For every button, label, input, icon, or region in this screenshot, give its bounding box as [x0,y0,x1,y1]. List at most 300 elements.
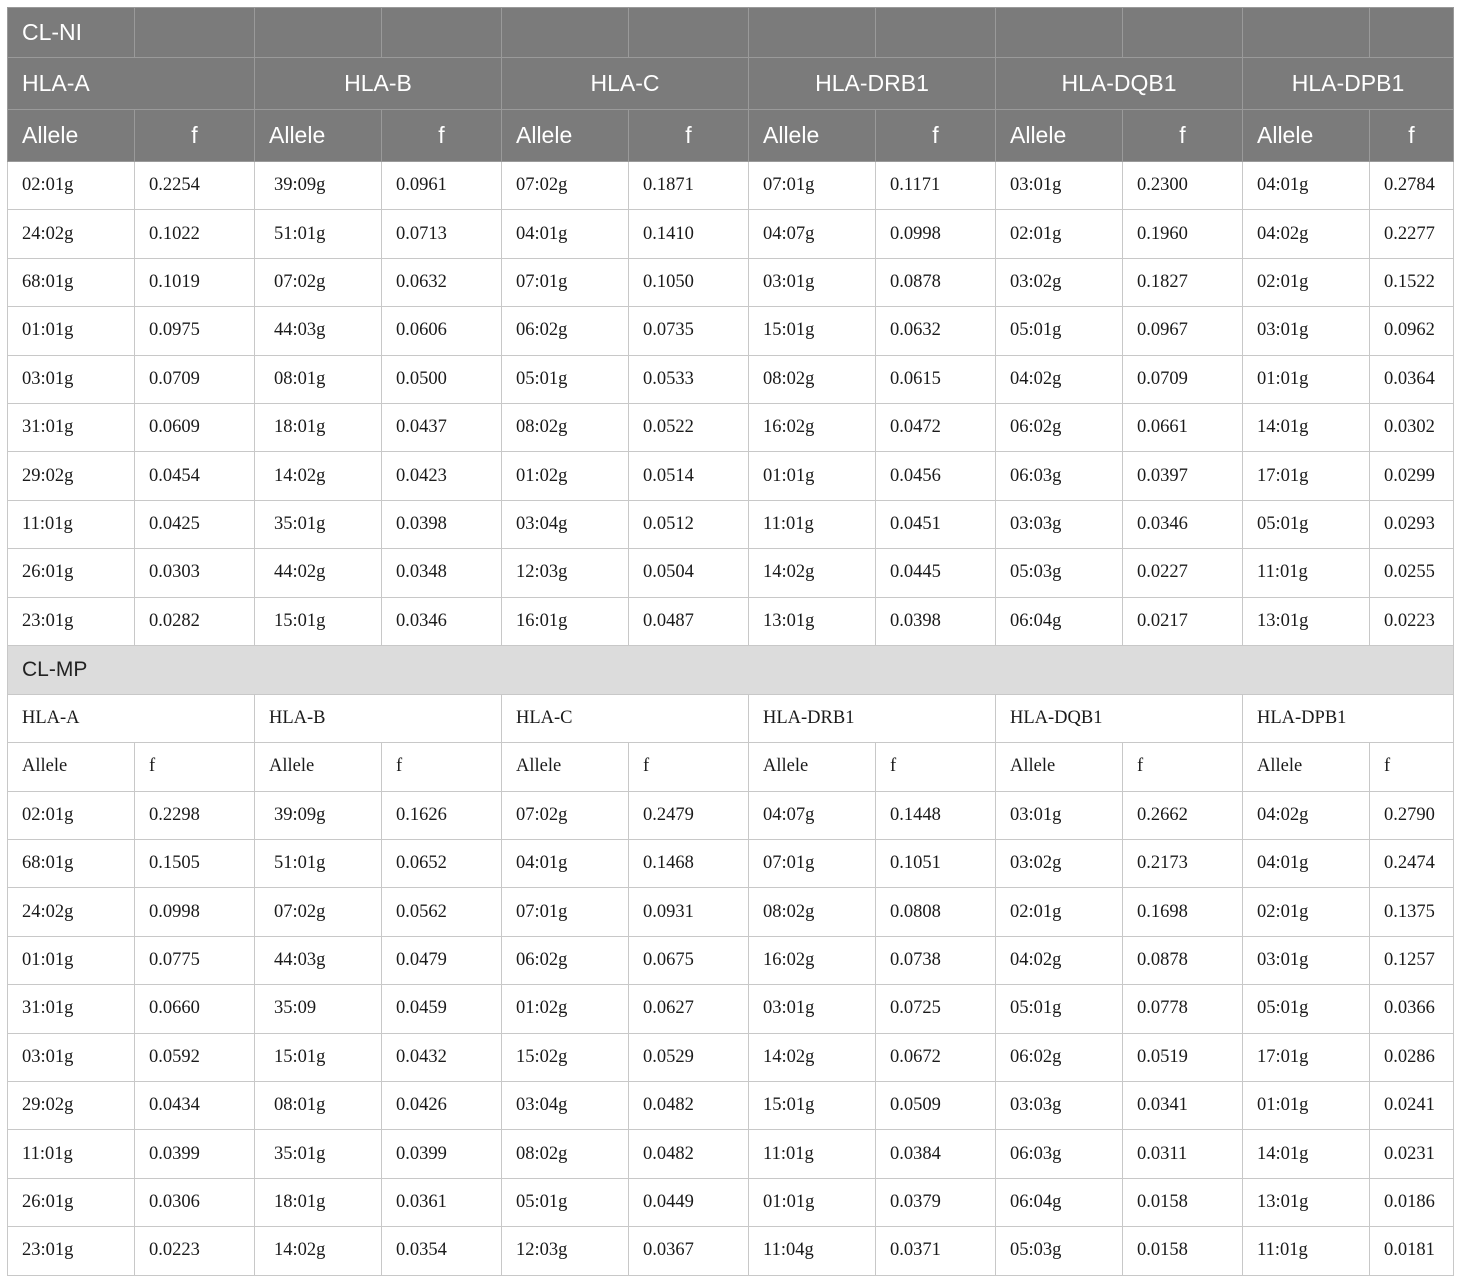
locus-header: HLA-A [8,58,255,110]
section-title: CL-MP [8,645,1454,694]
frequency-cell: 0.2173 [1123,840,1243,888]
header-cell [135,8,255,58]
table-row [8,403,1454,451]
allele-cell: 16:01g [502,597,629,645]
locus-header: HLA-DRB1 [749,58,996,110]
frequency-header: f [629,110,749,162]
allele-cell: 14:02g [255,1227,382,1275]
allele-cell: 51:01g [255,210,382,258]
frequency-cell: 0.0778 [1123,985,1243,1033]
allele-header: Allele [996,110,1123,162]
frequency-cell: 0.0302 [1370,403,1454,451]
allele-cell: 23:01g [8,1227,135,1275]
frequency-cell: 0.0459 [382,985,502,1033]
frequency-cell: 0.1050 [629,258,749,306]
allele-cell: 44:02g [255,549,382,597]
frequency-header: f [876,110,996,162]
frequency-cell: 0.0808 [876,888,996,936]
frequency-cell: 0.2662 [1123,791,1243,839]
frequency-cell: 0.0661 [1123,403,1243,451]
frequency-cell: 0.2300 [1123,162,1243,210]
allele-cell: 11:01g [749,1130,876,1178]
column-header-row [8,743,1454,791]
frequency-cell: 0.0223 [135,1227,255,1275]
allele-cell: 01:02g [502,985,629,1033]
table-row [8,549,1454,597]
allele-cell: 01:01g [1243,355,1370,403]
allele-cell: 04:07g [749,791,876,839]
frequency-cell: 0.0434 [135,1082,255,1130]
frequency-cell: 0.2784 [1370,162,1454,210]
locus-header: HLA-DRB1 [749,694,996,742]
frequency-cell: 0.0592 [135,1033,255,1081]
frequency-cell: 0.0967 [1123,307,1243,355]
frequency-cell: 0.0398 [382,500,502,548]
frequency-cell: 0.0282 [135,597,255,645]
frequency-cell: 0.0504 [629,549,749,597]
table-row [8,840,1454,888]
frequency-cell: 0.0379 [876,1178,996,1226]
frequency-cell: 0.0231 [1370,1130,1454,1178]
allele-cell: 35:01g [255,500,382,548]
frequency-cell: 0.0514 [629,452,749,500]
frequency-cell: 0.0998 [135,888,255,936]
locus-header: HLA-C [502,694,749,742]
frequency-cell: 0.0367 [629,1227,749,1275]
locus-header-row [8,58,1454,110]
allele-cell: 05:03g [996,1227,1123,1275]
allele-cell: 02:01g [1243,258,1370,306]
frequency-cell: 0.0437 [382,403,502,451]
allele-cell: 05:01g [502,355,629,403]
table-row [8,888,1454,936]
allele-cell: 06:04g [996,1178,1123,1226]
allele-cell: 02:01g [996,210,1123,258]
allele-header: Allele [502,743,629,791]
frequency-cell: 0.2790 [1370,791,1454,839]
header-cell [996,8,1123,58]
allele-cell: 06:02g [996,1033,1123,1081]
table-row [8,791,1454,839]
allele-cell: 07:01g [749,162,876,210]
allele-cell: 26:01g [8,549,135,597]
allele-cell: 13:01g [1243,1178,1370,1226]
allele-header: Allele [749,110,876,162]
frequency-cell: 0.0931 [629,888,749,936]
allele-cell: 15:01g [749,1082,876,1130]
frequency-cell: 0.0371 [876,1227,996,1275]
frequency-cell: 0.0454 [135,452,255,500]
allele-cell: 14:02g [255,452,382,500]
allele-cell: 06:02g [996,403,1123,451]
frequency-cell: 0.0878 [876,258,996,306]
frequency-cell: 0.0451 [876,500,996,548]
locus-header-row [8,694,1454,742]
allele-cell: 01:02g [502,452,629,500]
frequency-cell: 0.1698 [1123,888,1243,936]
frequency-cell: 0.0364 [1370,355,1454,403]
frequency-cell: 0.0445 [876,549,996,597]
allele-cell: 07:02g [255,888,382,936]
frequency-cell: 0.0627 [629,985,749,1033]
locus-header: HLA-C [502,58,749,110]
allele-cell: 14:02g [749,549,876,597]
table-row [8,936,1454,984]
frequency-cell: 0.0533 [629,355,749,403]
allele-cell: 01:01g [1243,1082,1370,1130]
frequency-cell: 0.1505 [135,840,255,888]
frequency-cell: 0.0519 [1123,1033,1243,1081]
frequency-cell: 0.0255 [1370,549,1454,597]
frequency-cell: 0.0652 [382,840,502,888]
allele-cell: 31:01g [8,985,135,1033]
frequency-cell: 0.0529 [629,1033,749,1081]
frequency-cell: 0.0399 [135,1130,255,1178]
allele-cell: 15:01g [255,1033,382,1081]
allele-header: Allele [1243,110,1370,162]
allele-cell: 04:02g [1243,791,1370,839]
frequency-cell: 0.0384 [876,1130,996,1178]
frequency-cell: 0.0479 [382,936,502,984]
allele-cell: 08:02g [749,888,876,936]
frequency-cell: 0.0615 [876,355,996,403]
frequency-cell: 0.0975 [135,307,255,355]
table-row [8,1178,1454,1226]
header-cell [876,8,996,58]
frequency-cell: 0.0186 [1370,1178,1454,1226]
frequency-cell: 0.2277 [1370,210,1454,258]
table-row [8,258,1454,306]
allele-cell: 03:03g [996,1082,1123,1130]
allele-cell: 68:01g [8,258,135,306]
frequency-cell: 0.0775 [135,936,255,984]
frequency-cell: 0.1468 [629,840,749,888]
section-title-row [8,8,1454,58]
allele-cell: 04:01g [502,840,629,888]
allele-cell: 11:01g [8,500,135,548]
allele-cell: 03:01g [1243,936,1370,984]
allele-cell: 04:07g [749,210,876,258]
frequency-cell: 0.0660 [135,985,255,1033]
frequency-header: f [135,110,255,162]
frequency-header: f [876,743,996,791]
allele-cell: 31:01g [8,403,135,451]
frequency-cell: 0.0672 [876,1033,996,1081]
allele-header: Allele [502,110,629,162]
header-cell [629,8,749,58]
frequency-cell: 0.1522 [1370,258,1454,306]
frequency-cell: 0.0398 [876,597,996,645]
frequency-cell: 0.0241 [1370,1082,1454,1130]
section-title: CL-NI [8,8,135,58]
frequency-cell: 0.0606 [382,307,502,355]
allele-cell: 23:01g [8,597,135,645]
frequency-cell: 0.0181 [1370,1227,1454,1275]
allele-cell: 02:01g [8,162,135,210]
allele-cell: 12:03g [502,1227,629,1275]
frequency-cell: 0.0725 [876,985,996,1033]
allele-cell: 14:01g [1243,403,1370,451]
allele-cell: 03:01g [996,791,1123,839]
allele-cell: 07:01g [502,258,629,306]
frequency-cell: 0.0738 [876,936,996,984]
frequency-cell: 0.1960 [1123,210,1243,258]
allele-cell: 04:01g [1243,840,1370,888]
allele-cell: 03:01g [8,355,135,403]
allele-cell: 26:01g [8,1178,135,1226]
allele-cell: 06:03g [996,1130,1123,1178]
frequency-cell: 0.0303 [135,549,255,597]
table-row [8,1033,1454,1081]
allele-cell: 03:01g [749,258,876,306]
frequency-cell: 0.0158 [1123,1227,1243,1275]
frequency-cell: 0.0227 [1123,549,1243,597]
frequency-header: f [1370,110,1454,162]
frequency-cell: 0.0425 [135,500,255,548]
frequency-cell: 0.1019 [135,258,255,306]
allele-header: Allele [8,110,135,162]
locus-header: HLA-DQB1 [996,694,1243,742]
frequency-cell: 0.0299 [1370,452,1454,500]
allele-cell: 15:01g [749,307,876,355]
frequency-cell: 0.0449 [629,1178,749,1226]
allele-cell: 03:03g [996,500,1123,548]
table-row [8,1130,1454,1178]
frequency-cell: 0.0397 [1123,452,1243,500]
frequency-cell: 0.2254 [135,162,255,210]
frequency-cell: 0.1827 [1123,258,1243,306]
frequency-cell: 0.0522 [629,403,749,451]
header-cell [749,8,876,58]
frequency-cell: 0.0306 [135,1178,255,1226]
frequency-cell: 0.2479 [629,791,749,839]
table-row [8,500,1454,548]
allele-cell: 01:01g [8,936,135,984]
allele-cell: 01:01g [8,307,135,355]
allele-cell: 12:03g [502,549,629,597]
allele-cell: 35:09 [255,985,382,1033]
header-cell [1123,8,1243,58]
frequency-cell: 0.2474 [1370,840,1454,888]
frequency-cell: 0.0399 [382,1130,502,1178]
locus-header: HLA-B [255,694,502,742]
allele-cell: 08:01g [255,1082,382,1130]
locus-header: HLA-A [8,694,255,742]
allele-cell: 03:01g [8,1033,135,1081]
allele-cell: 07:02g [502,162,629,210]
allele-cell: 01:01g [749,1178,876,1226]
allele-cell: 03:02g [996,840,1123,888]
frequency-header: f [1123,110,1243,162]
frequency-cell: 0.0962 [1370,307,1454,355]
allele-cell: 24:02g [8,210,135,258]
allele-cell: 39:09g [255,162,382,210]
table-row [8,1082,1454,1130]
frequency-cell: 0.0456 [876,452,996,500]
allele-cell: 03:01g [749,985,876,1033]
frequency-cell: 0.0735 [629,307,749,355]
allele-cell: 08:02g [502,403,629,451]
frequency-cell: 0.1448 [876,791,996,839]
frequency-cell: 0.0354 [382,1227,502,1275]
frequency-cell: 0.0713 [382,210,502,258]
allele-cell: 14:01g [1243,1130,1370,1178]
frequency-cell: 0.1171 [876,162,996,210]
frequency-cell: 0.0961 [382,162,502,210]
allele-cell: 11:01g [1243,1227,1370,1275]
frequency-header: f [1123,743,1243,791]
frequency-cell: 0.0472 [876,403,996,451]
frequency-cell: 0.0878 [1123,936,1243,984]
allele-cell: 17:01g [1243,452,1370,500]
frequency-cell: 0.1051 [876,840,996,888]
allele-cell: 03:01g [996,162,1123,210]
allele-cell: 04:01g [502,210,629,258]
frequency-cell: 0.0341 [1123,1082,1243,1130]
header-cell [502,8,629,58]
frequency-cell: 0.1022 [135,210,255,258]
allele-cell: 35:01g [255,1130,382,1178]
allele-cell: 02:01g [8,791,135,839]
frequency-cell: 0.0709 [135,355,255,403]
allele-cell: 06:04g [996,597,1123,645]
frequency-cell: 0.0158 [1123,1178,1243,1226]
frequency-cell: 0.0487 [629,597,749,645]
frequency-cell: 0.0632 [382,258,502,306]
frequency-header: f [629,743,749,791]
allele-cell: 03:02g [996,258,1123,306]
allele-cell: 07:01g [502,888,629,936]
allele-cell: 39:09g [255,791,382,839]
allele-header: Allele [255,743,382,791]
allele-cell: 05:01g [1243,500,1370,548]
header-cell [255,8,382,58]
allele-cell: 05:03g [996,549,1123,597]
allele-cell: 11:01g [749,500,876,548]
locus-header: HLA-DQB1 [996,58,1243,110]
frequency-cell: 0.2298 [135,791,255,839]
frequency-cell: 0.1871 [629,162,749,210]
allele-cell: 05:01g [996,307,1123,355]
allele-cell: 51:01g [255,840,382,888]
allele-cell: 08:02g [502,1130,629,1178]
allele-cell: 06:03g [996,452,1123,500]
allele-header: Allele [255,110,382,162]
frequency-cell: 0.0311 [1123,1130,1243,1178]
frequency-cell: 0.0217 [1123,597,1243,645]
frequency-header: f [382,743,502,791]
allele-cell: 07:02g [255,258,382,306]
allele-cell: 44:03g [255,307,382,355]
allele-cell: 05:01g [502,1178,629,1226]
locus-header: HLA-B [255,58,502,110]
frequency-cell: 0.0709 [1123,355,1243,403]
allele-cell: 24:02g [8,888,135,936]
allele-cell: 05:01g [1243,985,1370,1033]
frequency-header: f [1370,743,1454,791]
frequency-cell: 0.0348 [382,549,502,597]
frequency-cell: 0.0998 [876,210,996,258]
frequency-cell: 0.0482 [629,1130,749,1178]
header-cell [1370,8,1454,58]
allele-cell: 05:01g [996,985,1123,1033]
allele-cell: 03:01g [1243,307,1370,355]
frequency-cell: 0.0675 [629,936,749,984]
allele-cell: 11:01g [8,1130,135,1178]
frequency-cell: 0.0346 [382,597,502,645]
table-row [8,985,1454,1033]
frequency-cell: 0.1257 [1370,936,1454,984]
allele-cell: 04:02g [996,936,1123,984]
frequency-cell: 0.0346 [1123,500,1243,548]
section-title-row [8,645,1454,694]
locus-header: HLA-DPB1 [1243,58,1454,110]
table-row [8,597,1454,645]
allele-cell: 08:01g [255,355,382,403]
allele-cell: 68:01g [8,840,135,888]
frequency-cell: 0.0366 [1370,985,1454,1033]
frequency-header: f [135,743,255,791]
allele-cell: 01:01g [749,452,876,500]
hla-frequency-table [7,7,1454,1276]
table-row [8,162,1454,210]
table-row [8,1227,1454,1275]
allele-cell: 07:02g [502,791,629,839]
allele-cell: 03:04g [502,500,629,548]
allele-header: Allele [996,743,1123,791]
allele-cell: 29:02g [8,1082,135,1130]
allele-cell: 17:01g [1243,1033,1370,1081]
frequency-cell: 0.0609 [135,403,255,451]
table-row [8,210,1454,258]
frequency-header: f [382,110,502,162]
table-row [8,355,1454,403]
allele-cell: 18:01g [255,1178,382,1226]
allele-cell: 15:01g [255,597,382,645]
allele-cell: 06:02g [502,307,629,355]
allele-cell: 14:02g [749,1033,876,1081]
allele-cell: 02:01g [996,888,1123,936]
allele-header: Allele [749,743,876,791]
allele-cell: 13:01g [749,597,876,645]
frequency-cell: 0.1410 [629,210,749,258]
allele-cell: 29:02g [8,452,135,500]
frequency-cell: 0.1626 [382,791,502,839]
frequency-cell: 0.0562 [382,888,502,936]
frequency-cell: 0.0293 [1370,500,1454,548]
allele-header: Allele [1243,743,1370,791]
header-cell [1243,8,1370,58]
allele-cell: 18:01g [255,403,382,451]
allele-cell: 02:01g [1243,888,1370,936]
frequency-cell: 0.0361 [382,1178,502,1226]
allele-cell: 04:02g [1243,210,1370,258]
frequency-cell: 0.0426 [382,1082,502,1130]
frequency-cell: 0.0509 [876,1082,996,1130]
frequency-cell: 0.0286 [1370,1033,1454,1081]
frequency-cell: 0.0423 [382,452,502,500]
locus-header: HLA-DPB1 [1243,694,1454,742]
allele-cell: 15:02g [502,1033,629,1081]
allele-cell: 11:04g [749,1227,876,1275]
allele-cell: 08:02g [749,355,876,403]
frequency-cell: 0.1375 [1370,888,1454,936]
allele-cell: 04:02g [996,355,1123,403]
table-row [8,452,1454,500]
allele-cell: 07:01g [749,840,876,888]
frequency-cell: 0.0512 [629,500,749,548]
allele-cell: 16:02g [749,403,876,451]
